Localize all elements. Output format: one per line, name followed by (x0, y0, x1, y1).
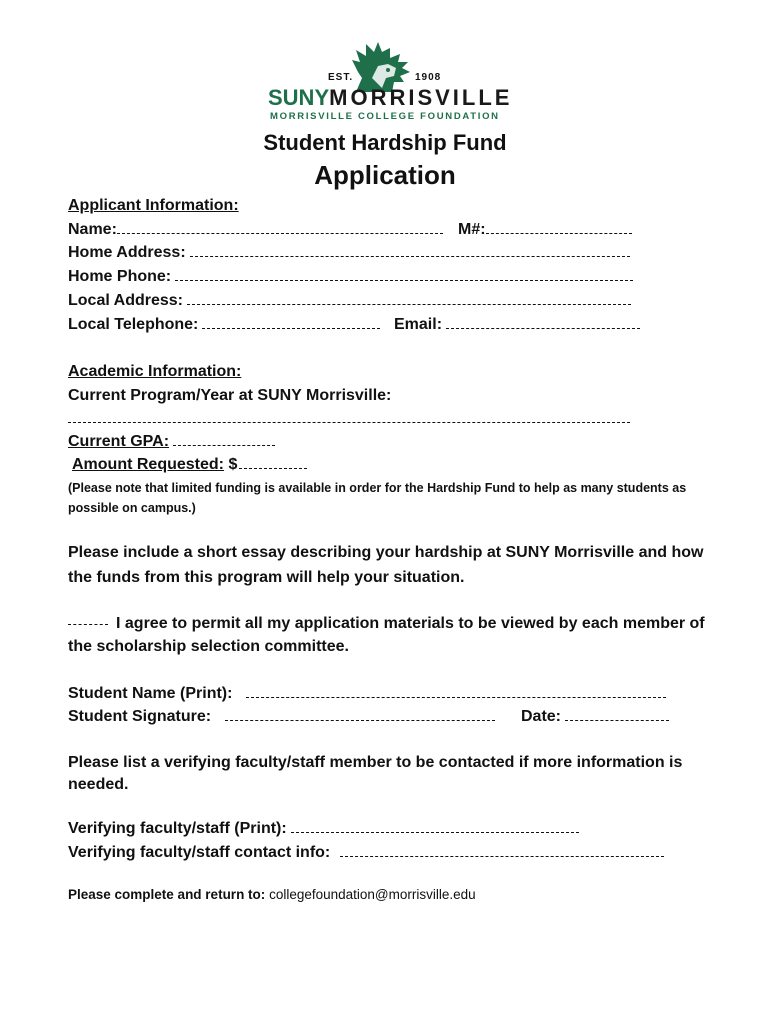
name-label: Name: (68, 221, 117, 238)
gpa-label: Current GPA: (68, 433, 170, 450)
local-address-field[interactable] (187, 304, 631, 305)
mnumber-field[interactable] (486, 233, 632, 234)
local-address-label: Local Address: (68, 292, 183, 309)
home-phone-field[interactable] (175, 280, 633, 281)
local-telephone-field[interactable] (202, 328, 380, 329)
gpa-row (68, 432, 275, 452)
home-phone-row (68, 267, 633, 287)
verifier-contact-label: Verifying faculty/staff contact info: (68, 844, 331, 861)
form-title: Student Hardship Fund (263, 130, 507, 155)
brand-suny: SUNY (268, 85, 330, 110)
email-label: Email: (394, 316, 443, 333)
student-signature-row (68, 707, 495, 727)
verifier-print-field[interactable] (291, 832, 579, 833)
home-address-row (68, 243, 630, 263)
name-field[interactable] (117, 233, 443, 234)
return-instruction (68, 886, 476, 904)
email-row (394, 315, 640, 335)
student-signature-field[interactable] (225, 720, 495, 721)
local-telephone-label: Local Telephone: (68, 316, 199, 333)
mnumber-label: M#: (458, 221, 486, 238)
brand-wordmark (268, 86, 512, 110)
currency-symbol: $ (228, 456, 238, 473)
home-address-label: Home Address: (68, 244, 186, 261)
name-row (68, 220, 443, 240)
foundation-label: MORRISVILLE COLLEGE FOUNDATION (270, 111, 500, 122)
home-address-field[interactable] (190, 256, 630, 257)
essay-prompt: Please include a short essay describing your hardship at SUNY Morrisville and how the funds from this program will help your situation. (68, 544, 704, 586)
amount-label: Amount Requested: (72, 456, 224, 473)
gpa-field[interactable] (173, 445, 275, 446)
verifier-contact-field[interactable] (340, 856, 664, 857)
amount-row (72, 455, 307, 475)
student-signature-label: Student Signature: (68, 708, 212, 725)
verifier-contact-row (68, 843, 664, 863)
established-label: EST. (328, 72, 354, 83)
email-field[interactable] (446, 328, 640, 329)
date-field[interactable] (565, 720, 669, 721)
program-field[interactable] (68, 422, 630, 423)
home-phone-label: Home Phone: (68, 268, 172, 285)
mnumber-row (458, 220, 632, 240)
established-year: 1908 (415, 72, 442, 83)
date-row (521, 707, 669, 727)
consent-text: I agree to permit all my application materials to be viewed by each member of the scholarship selection committee. (68, 615, 705, 655)
program-label: Current Program/Year at SUNY Morrisville: (68, 387, 392, 404)
verifier-print-row (68, 819, 579, 839)
applicant-heading: Applicant Information: (68, 197, 239, 214)
student-name-field[interactable] (246, 697, 666, 698)
local-telephone-row (68, 315, 380, 335)
form-subtitle: Application (314, 160, 456, 190)
academic-heading: Academic Information: (68, 363, 242, 380)
verify-instruction: Please list a verifying faculty/staff member to be contacted if more information is needed. (68, 754, 683, 793)
verifier-print-label: Verifying faculty/staff (Print): (68, 820, 287, 837)
amount-field[interactable] (239, 468, 307, 469)
student-name-label: Student Name (Print): (68, 685, 233, 702)
return-label: Please complete and return to: (68, 887, 266, 902)
date-label: Date: (521, 708, 562, 725)
student-name-row (68, 684, 666, 704)
funding-note: (Please note that limited funding is available in order for the Hardship Fund to help as many students as possible on campus.) (68, 481, 687, 515)
local-address-row (68, 291, 631, 311)
return-email[interactable]: collegefoundation@morrisville.edu (269, 887, 476, 902)
brand-morrisville: MORRISVILLE (329, 85, 513, 110)
